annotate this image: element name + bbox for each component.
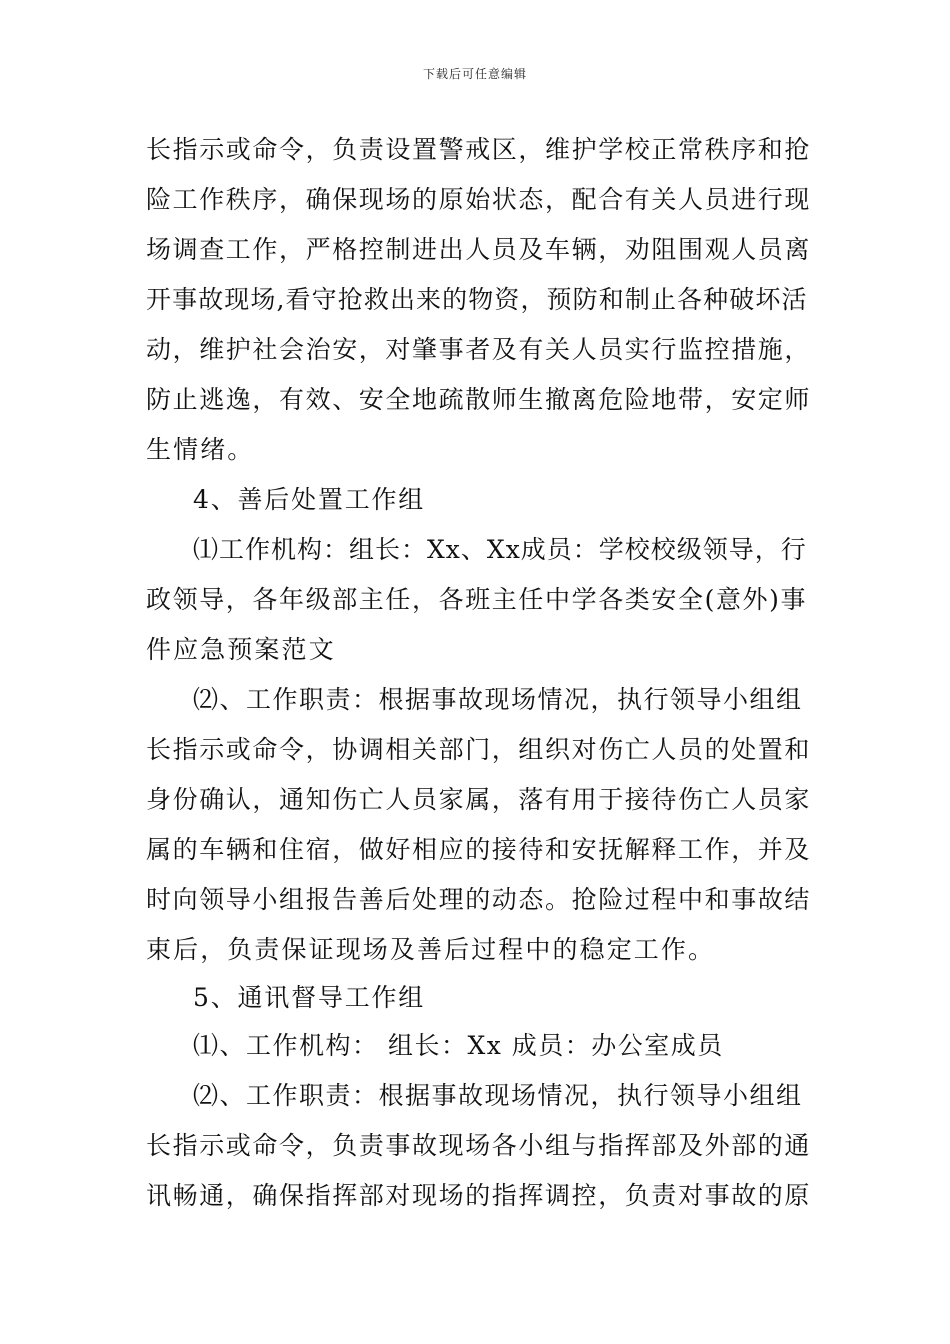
text-line: ⑴、工作机构： 组长：Xx 成员：办公室成员 — [193, 1031, 724, 1060]
page-header: 下载后可任意编辑 — [422, 67, 527, 81]
text-line: 生情绪。 — [146, 435, 255, 464]
text-line: 讯畅通，确保指挥部对现场的指挥调控，负责对事故的原 — [146, 1181, 812, 1210]
text-line: 身份确认，通知伤亡人员家属，落有用于接待伤亡人员家 — [146, 785, 812, 814]
text-line: 长指示或命令，协调相关部门，组织对伤亡人员的处置和 — [146, 735, 812, 764]
text-line: 动，维护社会治安，对肇事者及有关人员实行监控措施， — [146, 335, 812, 364]
section-heading: 5、通讯督导工作组 — [193, 983, 426, 1012]
text-line: 长指示或命令，负责设置警戒区，维护学校正常秩序和抢 — [146, 135, 812, 164]
text-line: 防止逃逸，有效、安全地疏散师生撤离危险地带，安定师 — [146, 385, 812, 414]
text-line: 件应急预案范文 — [146, 635, 336, 664]
text-line: 政领导，各年级部主任，各班主任中学各类安全(意外)事 — [146, 585, 808, 614]
text-line: 长指示或命令，负责事故现场各小组与指挥部及外部的通 — [146, 1131, 812, 1160]
text-line: ⑴工作机构：组长：Xx、Xx成员：学校校级领导，行 — [193, 535, 807, 564]
text-line: ⑵、工作职责：根据事故现场情况，执行领导小组组 — [193, 685, 803, 714]
text-line: 开事故现场,看守抢救出来的物资，预防和制止各种破坏活 — [146, 285, 808, 314]
section-heading: 4、善后处置工作组 — [193, 485, 426, 514]
text-line: 险工作秩序，确保现场的原始状态，配合有关人员进行现 — [146, 185, 812, 214]
text-line: 属的车辆和住宿，做好相应的接待和安抚解释工作，并及 — [146, 835, 812, 864]
text-line: 时向领导小组报告善后处理的动态。抢险过程中和事故结 — [146, 885, 812, 914]
text-line: ⑵、工作职责：根据事故现场情况，执行领导小组组 — [193, 1081, 803, 1110]
text-line: 场调查工作，严格控制进出人员及车辆，劝阻围观人员离 — [146, 235, 812, 264]
text-line: 束后，负责保证现场及善后过程中的稳定工作。 — [146, 935, 716, 964]
